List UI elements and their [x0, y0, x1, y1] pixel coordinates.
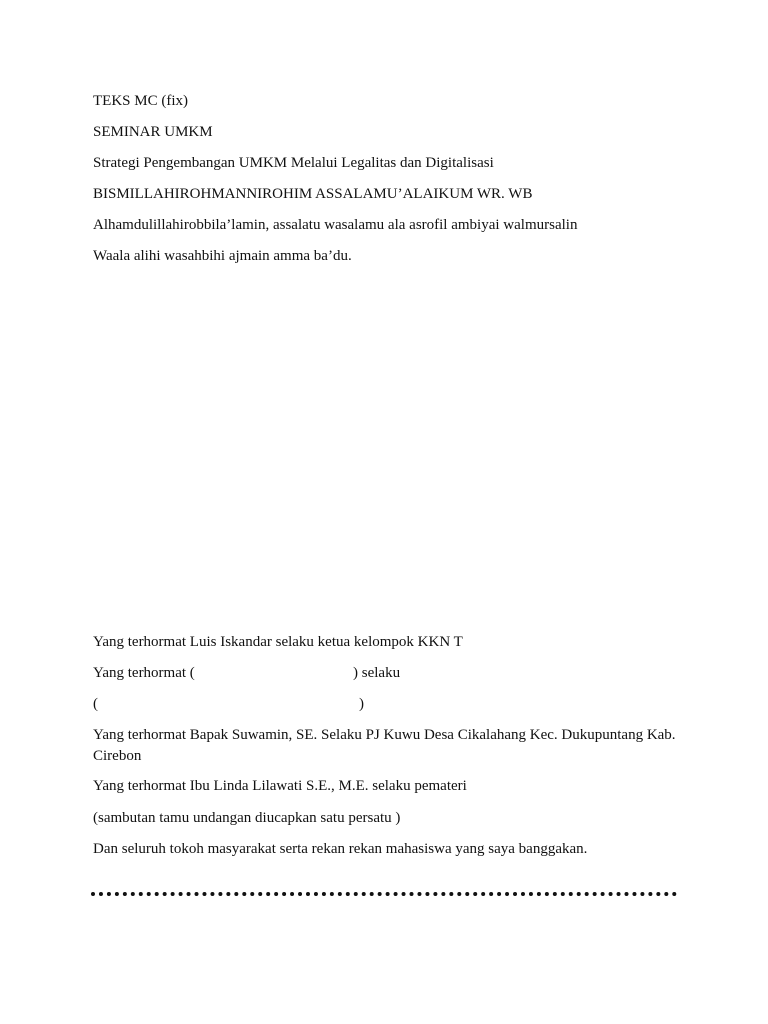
greeting-pemateri: Yang terhormat Ibu Linda Lilawati S.E., M.E. selaku pemateri [93, 778, 467, 794]
greeting-note: (sambutan tamu undangan diucapkan satu persatu ) [93, 810, 401, 826]
opening-basmalah: BISMILLAHIROHMANNIROHIM ASSALAMU’ALAIKUM WR. WB [93, 186, 533, 202]
opening-closing-phrase: Waala alihi wasahbihi ajmain amma ba’du. [93, 248, 352, 264]
greeting-ketua: Yang terhormat Luis Iskandar selaku ketua kelompok KKN T [93, 634, 463, 650]
greeting-blank-1-close: ) selaku [353, 665, 401, 681]
greeting-blank-1 [93, 663, 195, 683]
greeting-all: Dan seluruh tokoh masyarakat serta rekan rekan mahasiswa yang saya banggakan. [93, 841, 588, 857]
document-title: TEKS MC (fix) [93, 93, 188, 109]
dotted-divider [91, 892, 677, 896]
opening-hamdalah: Alhamdulillahirobbila’lamin, assalatu wasalamu ala asrofil ambiyai walmursalin [93, 217, 578, 233]
greeting-kuwu: Yang terhormat Bapak Suwamin, SE. Selaku PJ Kuwu Desa Cikalahang Kec. Dukupuntang Kab. Cirebon [93, 727, 676, 764]
greeting-blank-1-open: Yang terhormat ( [93, 665, 195, 681]
greeting-blank-2-open: ( [93, 696, 98, 712]
event-theme: Strategi Pengembangan UMKM Melalui Legalitas dan Digitalisasi [93, 155, 494, 171]
greeting-blank-2-close: ) [359, 696, 364, 712]
event-name: SEMINAR UMKM [93, 124, 213, 140]
